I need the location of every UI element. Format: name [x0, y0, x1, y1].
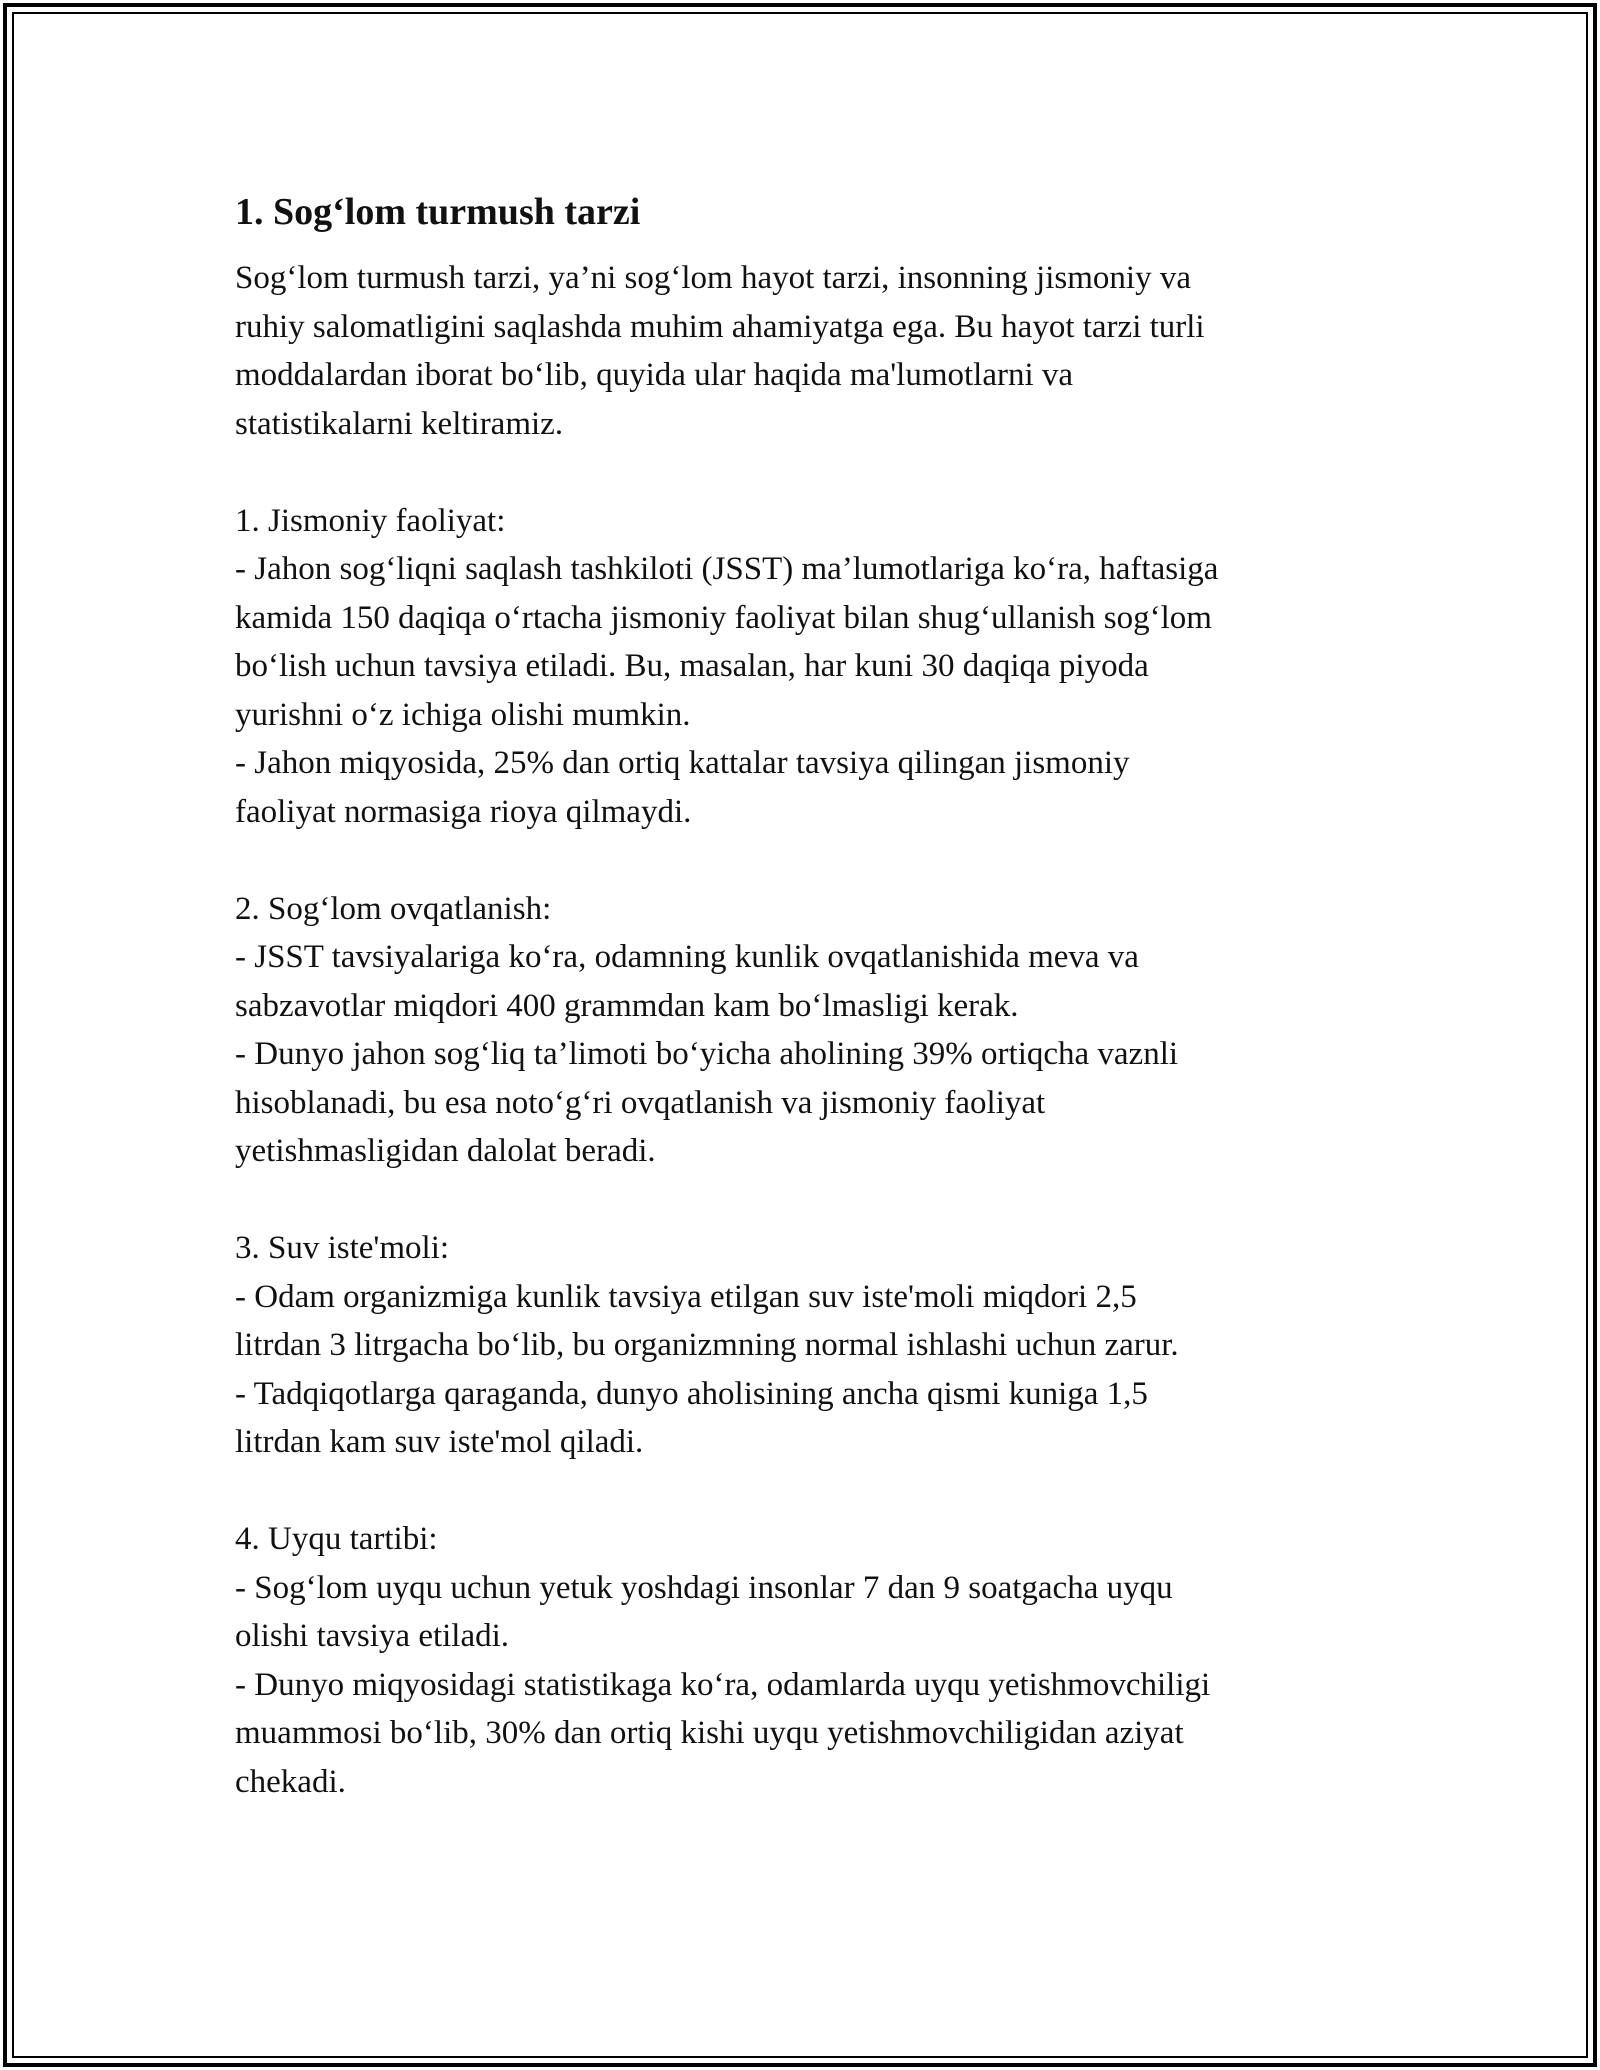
bullet-item: - Sog‘lom uyqu uchun yetuk yoshdagi insonlar 7 dan 9 soatgacha uyqu olishi tavsiya etiladi. [235, 1569, 1173, 1654]
bullet-item: - Odam organizmiga kunlik tavsiya etilgan suv iste'moli miqdori 2,5 litrdan 3 litrgacha bo‘lib, bu organizmning normal ishlashi uchun zarur. [235, 1278, 1179, 1363]
bullet-item: - Dunyo miqyosidagi statistikaga ko‘ra, odamlarda uyqu yetishmovchiligi muammosi bo‘lib, 30% dan ortiq kishi uyqu yetishmovchiligidan aziyat chekadi. [235, 1666, 1211, 1800]
document-body [235, 186, 1415, 1806]
section-heading: 2. Sog‘lom ovqatlanish: [235, 890, 552, 927]
bullet-item: - Jahon sog‘liqni saqlash tashkiloti (JSST) ma’lumotlariga ko‘ra, haftasiga kamida 150 daqiqa o‘rtacha jismoniy faoliyat bilan shug‘ullanish sog‘lom bo‘lish uchun tavsiya etiladi. Bu, masalan, har kuni 30 daqiqa piyoda yurishni o‘z ichiga olishi mumkin. [235, 551, 1219, 733]
section-physical-activity [235, 497, 1415, 837]
document-title: 1. Sog‘lom turmush tarzi [235, 191, 641, 233]
bullet-item: - Dunyo jahon sog‘liq ta’limoti bo‘yicha aholining 39% ortiqcha vaznli hisoblanadi, bu esa noto‘g‘ri ovqatlanish va jismoniy faoliyat yetishmasligidan dalolat beradi. [235, 1036, 1179, 1169]
section-spacer [235, 448, 1415, 497]
section-heading: 1. Jismoniy faoliyat: [235, 502, 506, 539]
section-spacer [235, 1176, 1415, 1225]
section-healthy-eating [235, 885, 1415, 1176]
bullet-item: - Jahon miqyosida, 25% dan ortiq kattalar tavsiya qilingan jismoniy faoliyat normasiga rioya qilmaydi. [235, 745, 1130, 830]
section-sleep-schedule [235, 1515, 1415, 1806]
intro-paragraph: Sog‘lom turmush tarzi, ya’ni sog‘lom hayot tarzi, insonning jismoniy va ruhiy salomatligini saqlashda muhim ahamiyatga ega. Bu hayot tarzi turli moddalardan iborat bo‘lib, quyida ular haqida ma'lumotlarni va statistikalarni keltiramiz. [235, 260, 1205, 442]
bullet-item: - Tadqiqotlarga qaraganda, dunyo aholisining ancha qismi kuniga 1,5 litrdan kam suv iste'mol qiladi. [235, 1375, 1148, 1460]
section-heading: 4. Uyqu tartibi: [235, 1521, 438, 1557]
section-spacer [235, 1467, 1415, 1516]
bullet-item: - JSST tavsiyalariga ko‘ra, odamning kunlik ovqatlanishida meva va sabzavotlar miqdori 400 grammdan kam bo‘lmasligi kerak. [235, 939, 1139, 1024]
section-spacer [235, 836, 1415, 885]
section-heading: 3. Suv iste'moli: [235, 1230, 450, 1266]
section-water-intake [235, 1224, 1415, 1467]
